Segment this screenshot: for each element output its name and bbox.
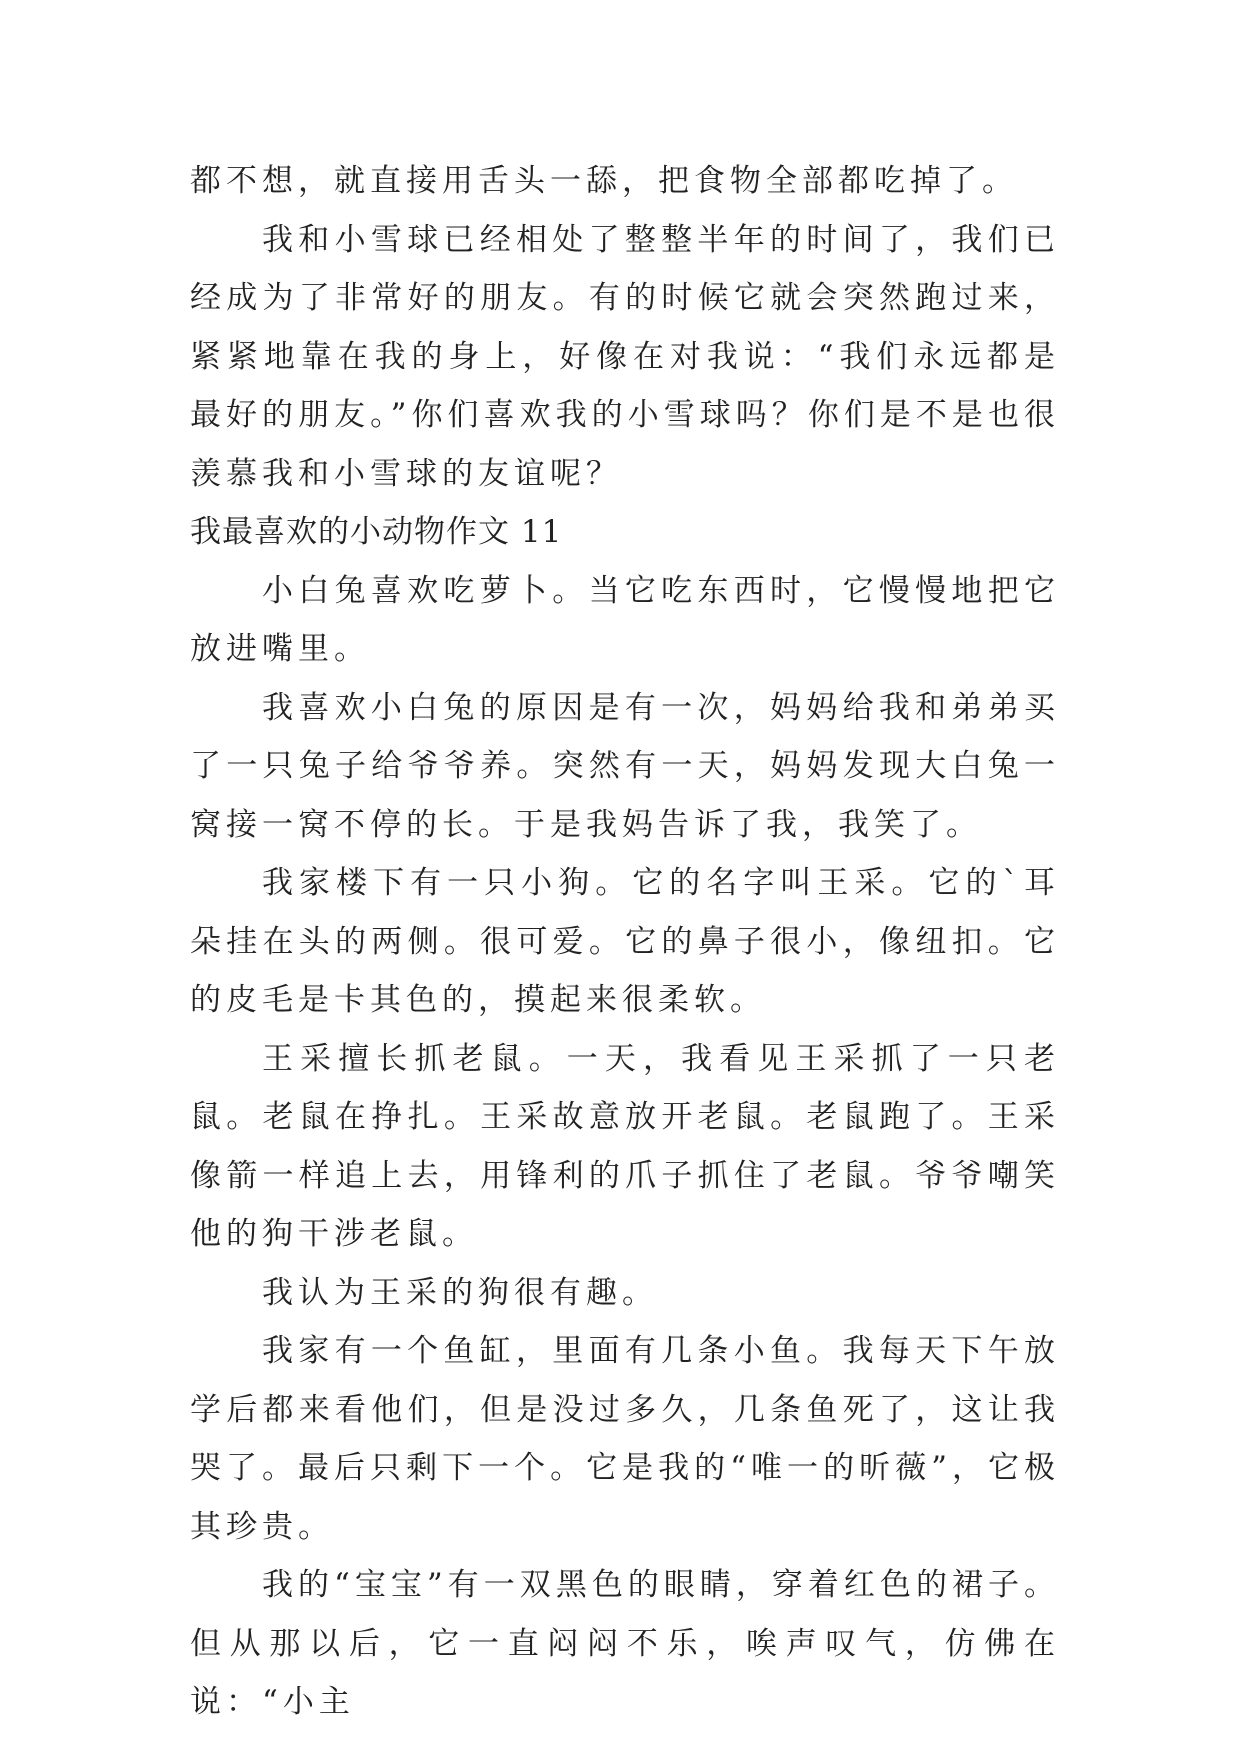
paragraph: 我的“宝宝”有一双黑色的眼睛，穿着红色的裙子。但从那以后，它一直闷闷不乐，唉声叹气，仿佛在说：“小主 — [190, 1567, 1060, 1720]
paragraph: 都不想，就直接用舌头一舔，把食物全部都吃掉了。 — [190, 163, 1018, 199]
section-heading: 我最喜欢的小动物作文 11 — [190, 514, 563, 550]
paragraph: 我家楼下有一只小狗。它的名字叫王采。它的`耳朵挂在头的两侧。很可爱。它的鼻子很小，像纽扣。它的皮毛是卡其色的，摸起来很柔软。 — [190, 865, 1060, 1018]
document-body — [190, 152, 1060, 1732]
paragraph: 小白兔喜欢吃萝卜。当它吃东西时，它慢慢地把它放进嘴里。 — [190, 572, 1060, 667]
paragraph: 王采擅长抓老鼠。一天，我看见王采抓了一只老鼠。老鼠在挣扎。王采故意放开老鼠。老鼠跑了。王采像箭一样追上去，用锋利的爪子抓住了老鼠。爷爷嘲笑他的狗干涉老鼠。 — [190, 1040, 1060, 1252]
paragraph: 我认为王采的狗很有趣。 — [262, 1274, 658, 1311]
paragraph: 我喜欢小白兔的原因是有一次，妈妈给我和弟弟买了一只兔子给爷爷养。突然有一天，妈妈发现大白兔一窝接一窝不停的长。于是我妈告诉了我，我笑了。 — [190, 689, 1060, 843]
paragraph: 我家有一个鱼缸，里面有几条小鱼。我每天下午放学后都来看他们，但是没过多久，几条鱼死了，这让我哭了。最后只剩下一个。它是我的“唯一的昕薇”，它极其珍贵。 — [190, 1333, 1060, 1545]
paragraph: 我和小雪球已经相处了整整半年的时间了，我们已经成为了非常好的朋友。有的时候它就会突然跑过来，紧紧地靠在我的身上，好像在对我说：“我们永远都是最好的朋友。”你们喜欢我的小雪球吗？你们是不是也很羡慕我和小雪球的友谊呢？ — [190, 221, 1060, 492]
